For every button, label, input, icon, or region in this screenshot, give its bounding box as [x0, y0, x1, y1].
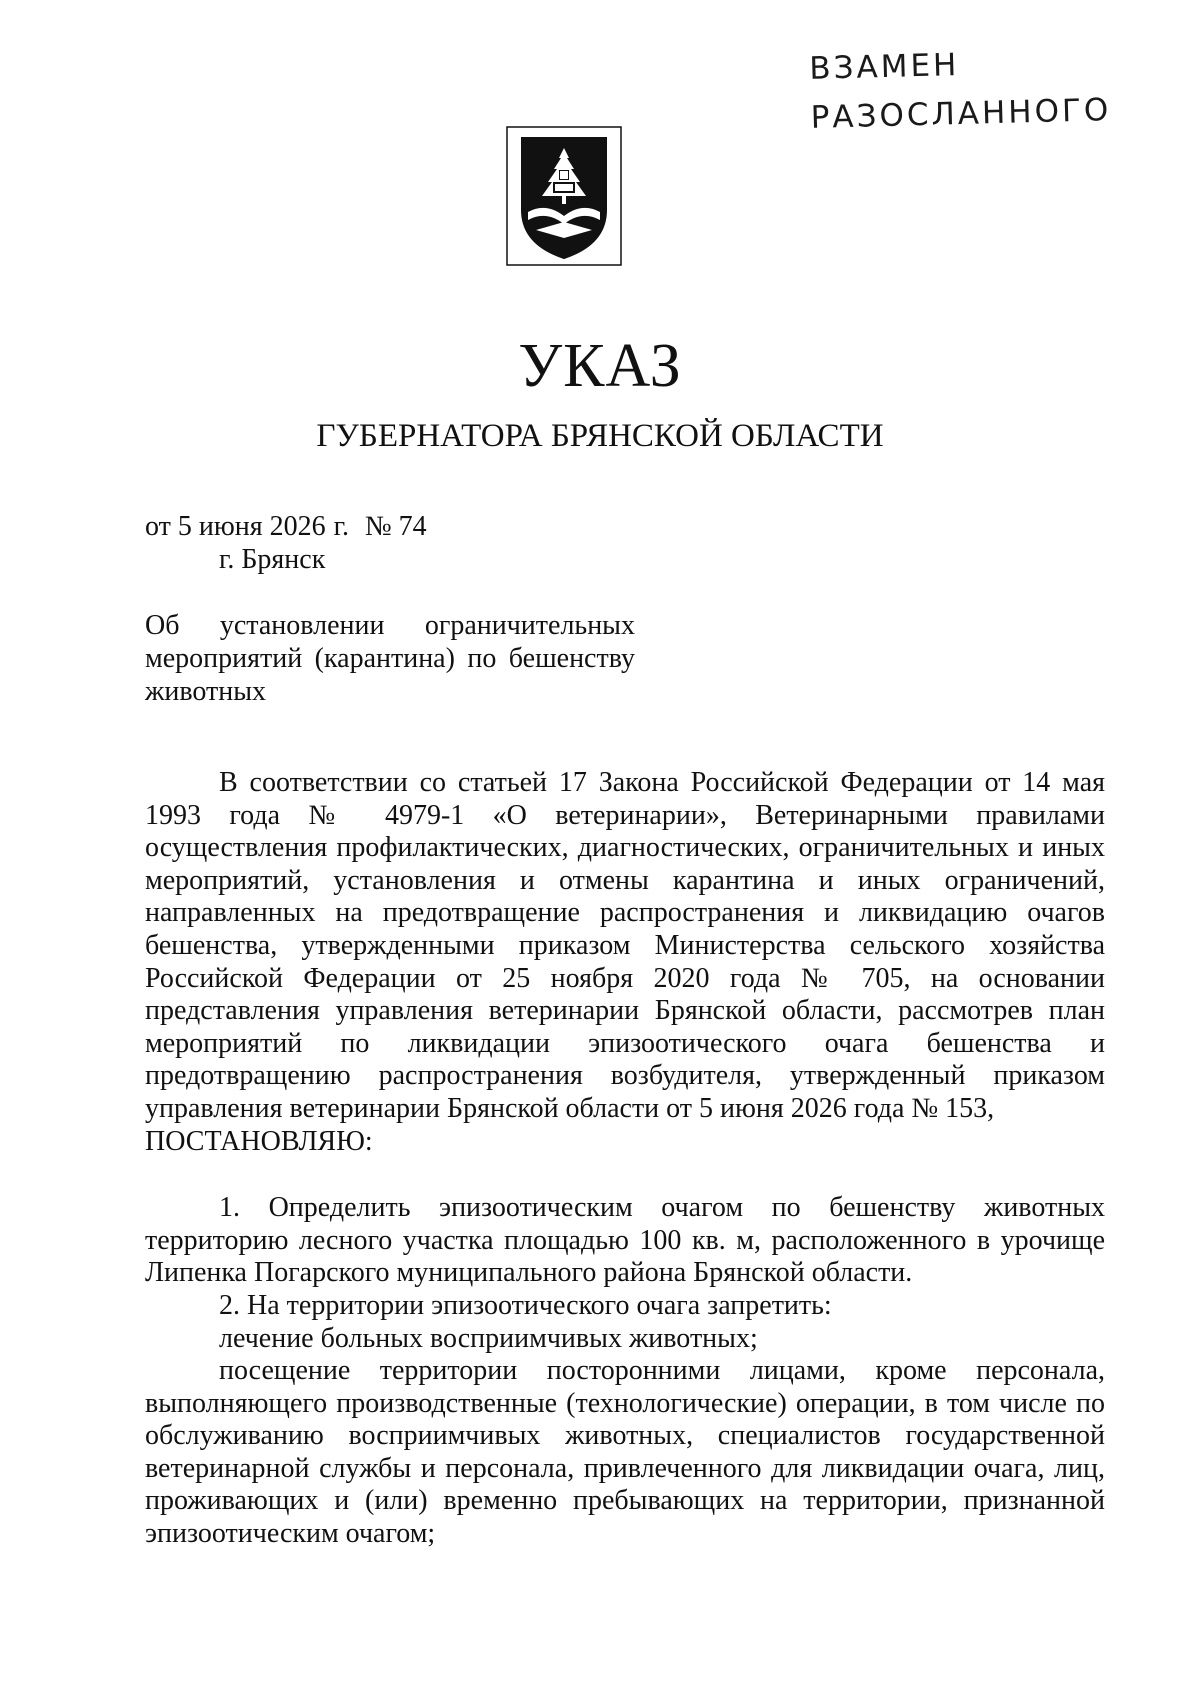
decree-word: ПОСТАНОВЛЯЮ: [145, 1125, 373, 1157]
item-2-paragraph: 2. На территории эпизоотического очага запретить: [219, 1289, 832, 1321]
document-body [145, 767, 1105, 1551]
item-1-paragraph: 1. Определить эпизоотическим очагом по бешенству животных территорию лесного участка площадью 100 кв. м, расположенного в урочище Липенка Погарского муниципального района Брянской области. [145, 1192, 1105, 1289]
item-2-clause-a: лечение больных восприимчивых животных; [219, 1322, 758, 1354]
handwritten-note-line-2: РАЗОСЛАННОГО [810, 92, 1112, 136]
document-date: от 5 июня 2026 [145, 511, 326, 542]
document-subtitle: ГУБЕРНАТОРА БРЯНСКОЙ ОБЛАСТИ [316, 418, 884, 454]
document-title: УКАЗ [518, 332, 682, 400]
document-date-line [145, 510, 427, 543]
handwritten-annotation [809, 38, 1111, 142]
handwritten-note-line-1: ВЗАМЕН [808, 47, 960, 87]
document-city: г. Брянск [219, 544, 326, 575]
document-year-suffix: г. [333, 511, 349, 542]
preamble-paragraph: В соответствии со статьей 17 Закона Российской Федерации от 14 мая 1993 года № 4979-1 «О ветеринарии», Ветеринарными правилами осуществления профилактических, диагностических, ограничительных и иных мероприятий, установления и отмены карантина и иных ограничений, направленных на предотвращение распространения и ликвидацию очагов бешенства, утвержденными приказом Министерства сельского хозяйства Российской Федерации от 25 ноября 2020 года № 705, на основании представления управления ветеринарии Брянской области, рассмотрев план мероприятий по ликвидации эпизоотического очага бешенства и предотвращению распространения возбудителя, утвержденный приказом управления ветеринарии Брянской области от 5 июня 2026 года № 153, [145, 767, 1105, 1124]
item-2-clause-b: посещение территории посторонними лицами, кроме персонала, выполняющего производственные (технологические) операции, в том числе по обслуживанию восприимчивых животных, специалистов государственной ветеринарной службы и персонала, привлеченного для ликвидации очага, лиц, проживающих и (или) временно пребывающих на территории, признанной эпизоотическим очагом; [145, 1355, 1105, 1550]
document-subject: Об установлении ограничительных мероприятий (карантина) по бешенству животных [145, 610, 635, 707]
document-number: № 74 [364, 511, 427, 542]
coat-of-arms-icon [506, 126, 622, 266]
